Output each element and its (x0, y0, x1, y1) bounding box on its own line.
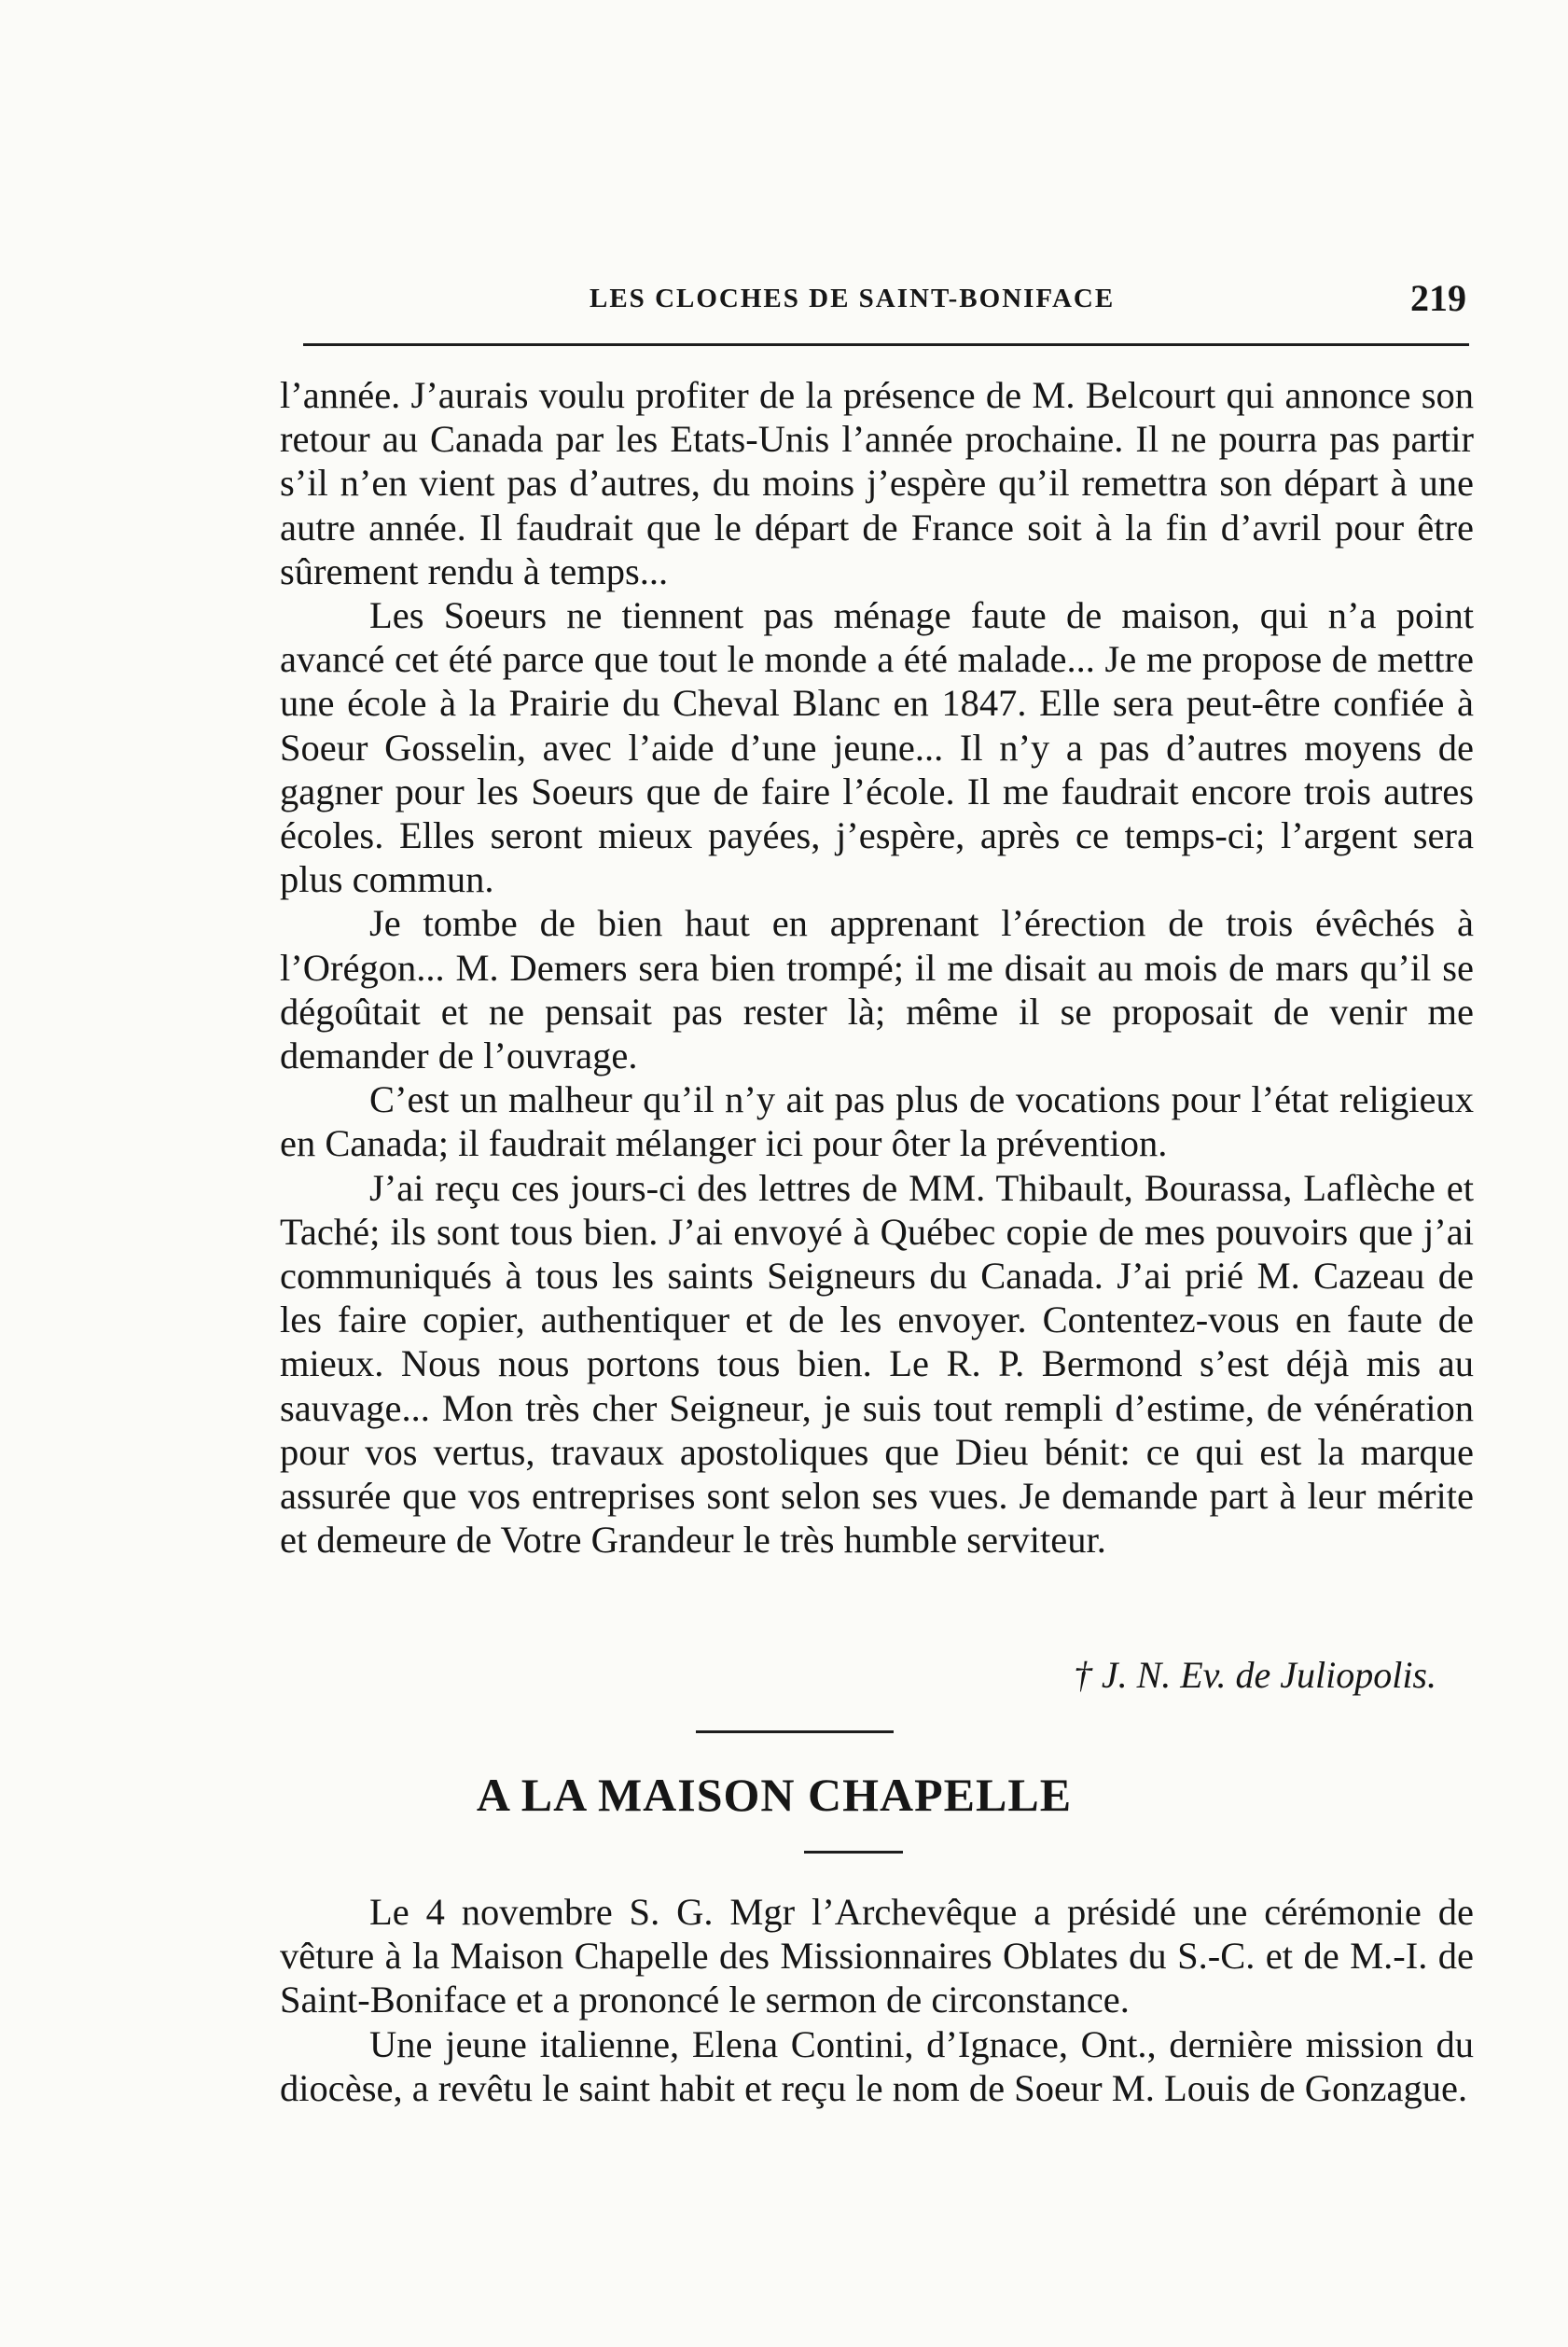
letter-body (280, 373, 1474, 1562)
letter-paragraph-4: C’est un malheur qu’il n’y ait pas plus de vocations pour l’état religieux en Canada; il faudrait mélanger ici pour ôter la prévention. (280, 1078, 1474, 1165)
section-heading: A LA MAISON CHAPELLE (476, 1769, 1073, 1821)
letter-paragraph-5: J’ai reçu ces jours-ci des lettres de MM. Thibault, Bourassa, Laflèche et Taché; ils sont tous bien. J’ai envoyé à Québec copie de mes pouvoirs que j’ai communiqués à tous les saints Seigneurs du Canada. J’ai prié M. Cazeau de les faire copier, authentiquer et de les envoyer. Contentez-vous en faute de mieux. Nous nous portons tous bien. Le R. P. Bermond s’est déjà mis au sauvage... Mon très cher Seigneur, je suis tout rempli d’estime, de vénération pour vos vertus, travaux apostoliques que Dieu bénit: ce qui est la marque assurée que vos entreprises sont selon ses vues. Je demande part à leur mérite et demeure de Votre Grandeur le très humble serviteur. (280, 1166, 1474, 1562)
header-rule (303, 343, 1469, 346)
letter-paragraph-1: l’année. J’aurais voulu profiter de la présence de M. Belcourt qui annonce son retour au Canada par les Etats-Unis l’année prochaine. Il ne pourra pas partir s’il n’en vient pas d’autres, du moins j’espère qu’il remettra son départ à une autre année. Il faudrait que le départ de France soit à la fin d’avril pour être sûrement rendu à temps... (280, 374, 1474, 592)
section-divider (696, 1730, 894, 1733)
page-number: 219 (1410, 277, 1466, 319)
letter-paragraph-3: Je tombe de bien haut en apprenant l’érection de trois évêchés à l’Orégon... M. Demers sera bien trompé; il me disait au mois de mars qu’il se dégoûtait et ne pensait pas rester là; même il se proposait de venir me demander de l’ouvrage. (280, 902, 1474, 1077)
signature: † J. N. Ev. de Juliopolis. (1073, 1654, 1436, 1696)
running-head (298, 276, 1474, 323)
section-body (280, 1890, 1474, 2110)
section-paragraph-1: Le 4 novembre S. G. Mgr l’Archevêque a présidé une cérémonie de vêture à la Maison Chapelle des Missionnaires Oblates du S.-C. et de M.-I. de Saint-Boniface et a prononcé le sermon de circonstance. (280, 1891, 1474, 2021)
section-paragraph-2: Une jeune italienne, Elena Contini, d’Ignace, Ont., dernière mission du diocèse, a revêtu le saint habit et reçu le nom de Soeur M. Louis de Gonzague. (280, 2022, 1474, 2109)
letter-paragraph-2: Les Soeurs ne tiennent pas ménage faute de maison, qui n’a point avancé cet été parce que tout le monde a été malade... Je me propose de mettre une école à la Prairie du Cheval Blanc en 1847. Elle sera peut-être confiée à Soeur Gosselin, avec l’aide d’une jeune... Il n’y a pas d’autres moyens de gagner pour les Soeurs que de faire l’école. Il me faudrait encore trois autres écoles. Elles seront mieux payées, j’espère, après ce temps-ci; l’argent sera plus commun. (280, 594, 1474, 901)
running-title: LES CLOCHES DE SAINT-BONIFACE (590, 284, 1116, 313)
heading-underline (804, 1851, 903, 1854)
